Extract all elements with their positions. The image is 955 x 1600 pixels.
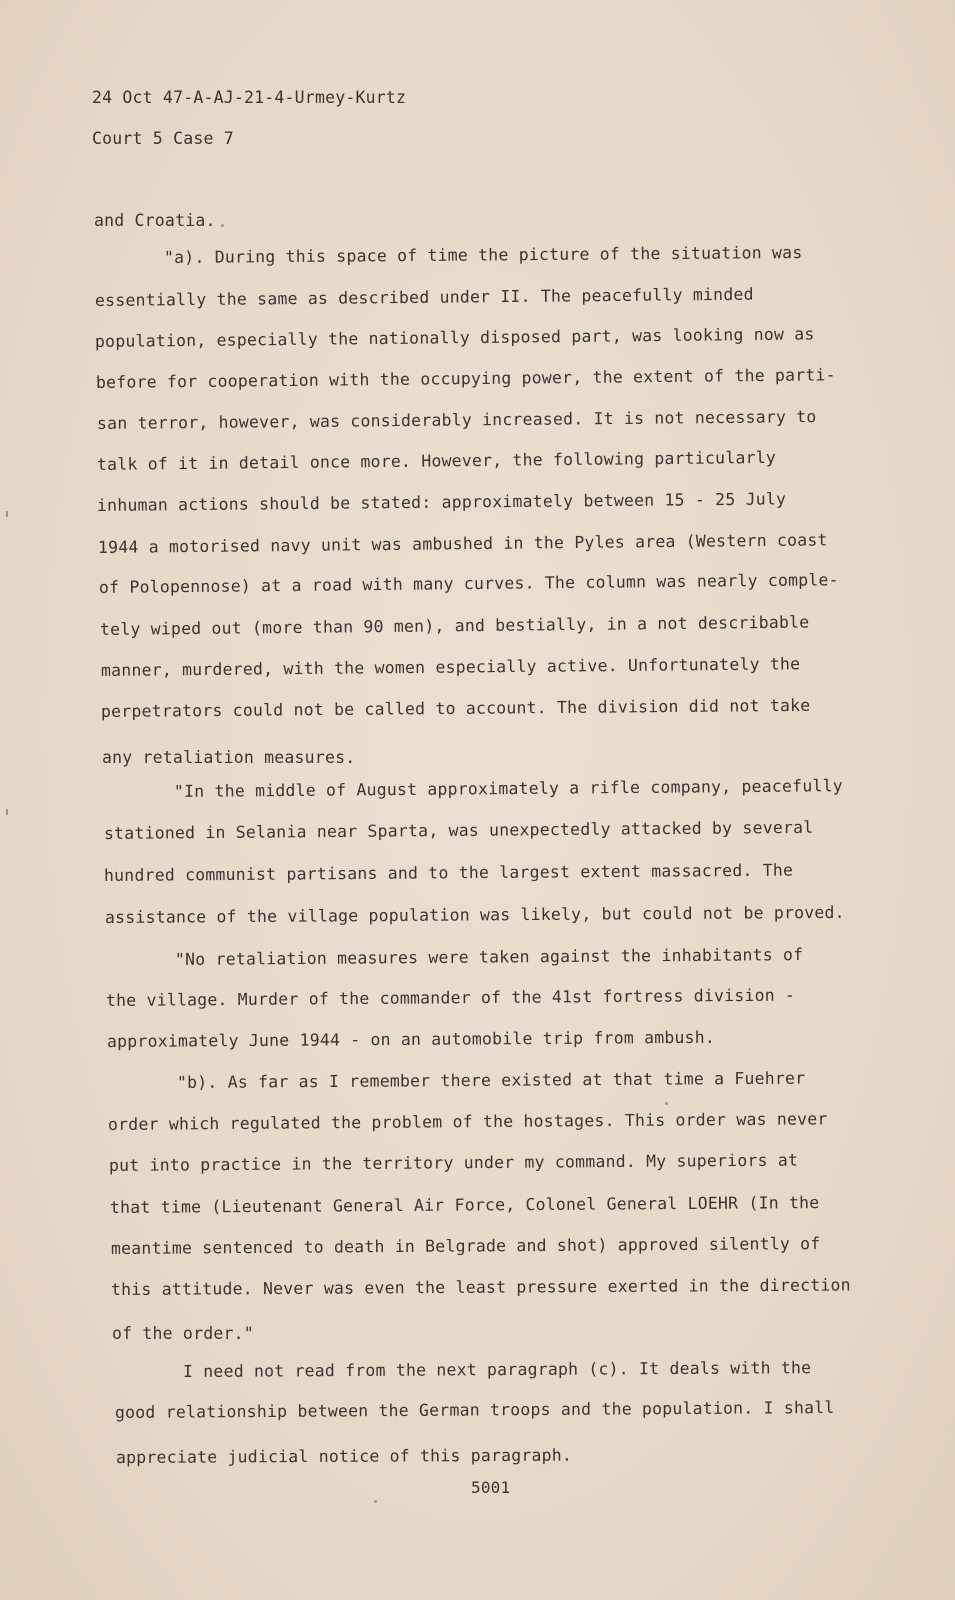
body-line: any retaliation measures. [102, 748, 356, 767]
body-line: of Polopennose) at a road with many curves. The column was nearly comple- [98, 570, 839, 597]
body-line: manner, murdered, with the women especially active. Unfortunately the [100, 654, 801, 680]
body-line: essentially the same as described under II. The peacefully minded [94, 284, 754, 310]
body-line: "No retaliation measures were taken against the inhabitants of [174, 945, 804, 969]
ink-speck [665, 1102, 668, 1105]
body-line: hundred communist partisans and to the largest extent massacred. The [103, 860, 794, 885]
body-line: perpetrators could not be called to account. The division did not take [100, 695, 811, 721]
body-line: "In the middle of August approximately a rifle company, peacefully [173, 776, 843, 801]
scan-edge-mark [6, 511, 8, 517]
header-file-reference: 24 Oct 47-A-AJ-21-4-Urmey-Kurtz [92, 88, 407, 107]
body-line: order which regulated the problem of the hostages. This order was never [107, 1109, 828, 1134]
scan-edge-mark [6, 809, 8, 815]
ink-speck [221, 224, 224, 227]
body-line: and Croatia. [94, 211, 216, 230]
body-line: of the order." [112, 1324, 254, 1343]
body-line: talk of it in detail once more. However, the following particularly [96, 447, 777, 474]
body-line: tely wiped out (more than 90 men), and bestially, in a not describable [99, 612, 810, 639]
body-line: put into practice in the territory under my command. My superiors at [108, 1150, 799, 1175]
body-line: before for cooperation with the occupying power, the extent of the parti- [95, 365, 836, 392]
body-line: stationed in Selania near Sparta, was unexpectedly attacked by several [103, 817, 814, 843]
body-line: population, especially the nationally disposed part, was looking now as [94, 324, 815, 351]
body-line: the village. Murder of the commander of the 41st fortress division - [105, 985, 796, 1010]
header-court-case: Court 5 Case 7 [92, 129, 234, 148]
body-line: that time (Lieutenant General Air Force, Colonel General LOEHR (In the [109, 1193, 820, 1217]
body-line: assistance of the village population was likely, but could not be proved. [104, 902, 845, 927]
ink-speck [374, 1500, 377, 1503]
body-line: this attitude. Never was even the least pressure exerted in the direction [110, 1275, 851, 1299]
body-line: 1944 a motorised navy unit was ambushed in the Pyles area (Western coast [97, 530, 828, 557]
body-line: appreciate judicial notice of this paragraph. [115, 1445, 573, 1467]
body-line: san terror, however, was considerably increased. It is not necessary to [96, 407, 817, 433]
page-number: 5001 [471, 1478, 511, 1497]
body-line: inhuman actions should be stated: approximately between 15 - 25 July [96, 489, 787, 515]
body-line: good relationship between the German troops and the population. I shall [114, 1397, 835, 1422]
body-line: I need not read from the next paragraph (c). It deals with the [182, 1358, 812, 1381]
body-line: "a). During this space of time the picture of the situation was [163, 242, 803, 267]
body-line: meantime sentenced to death in Belgrade and shot) approved silently of [110, 1234, 821, 1258]
body-line: approximately June 1944 - on an automobile trip from ambush. [106, 1027, 716, 1051]
body-line: "b). As far as I remember there existed at that time a Fuehrer [176, 1068, 806, 1092]
